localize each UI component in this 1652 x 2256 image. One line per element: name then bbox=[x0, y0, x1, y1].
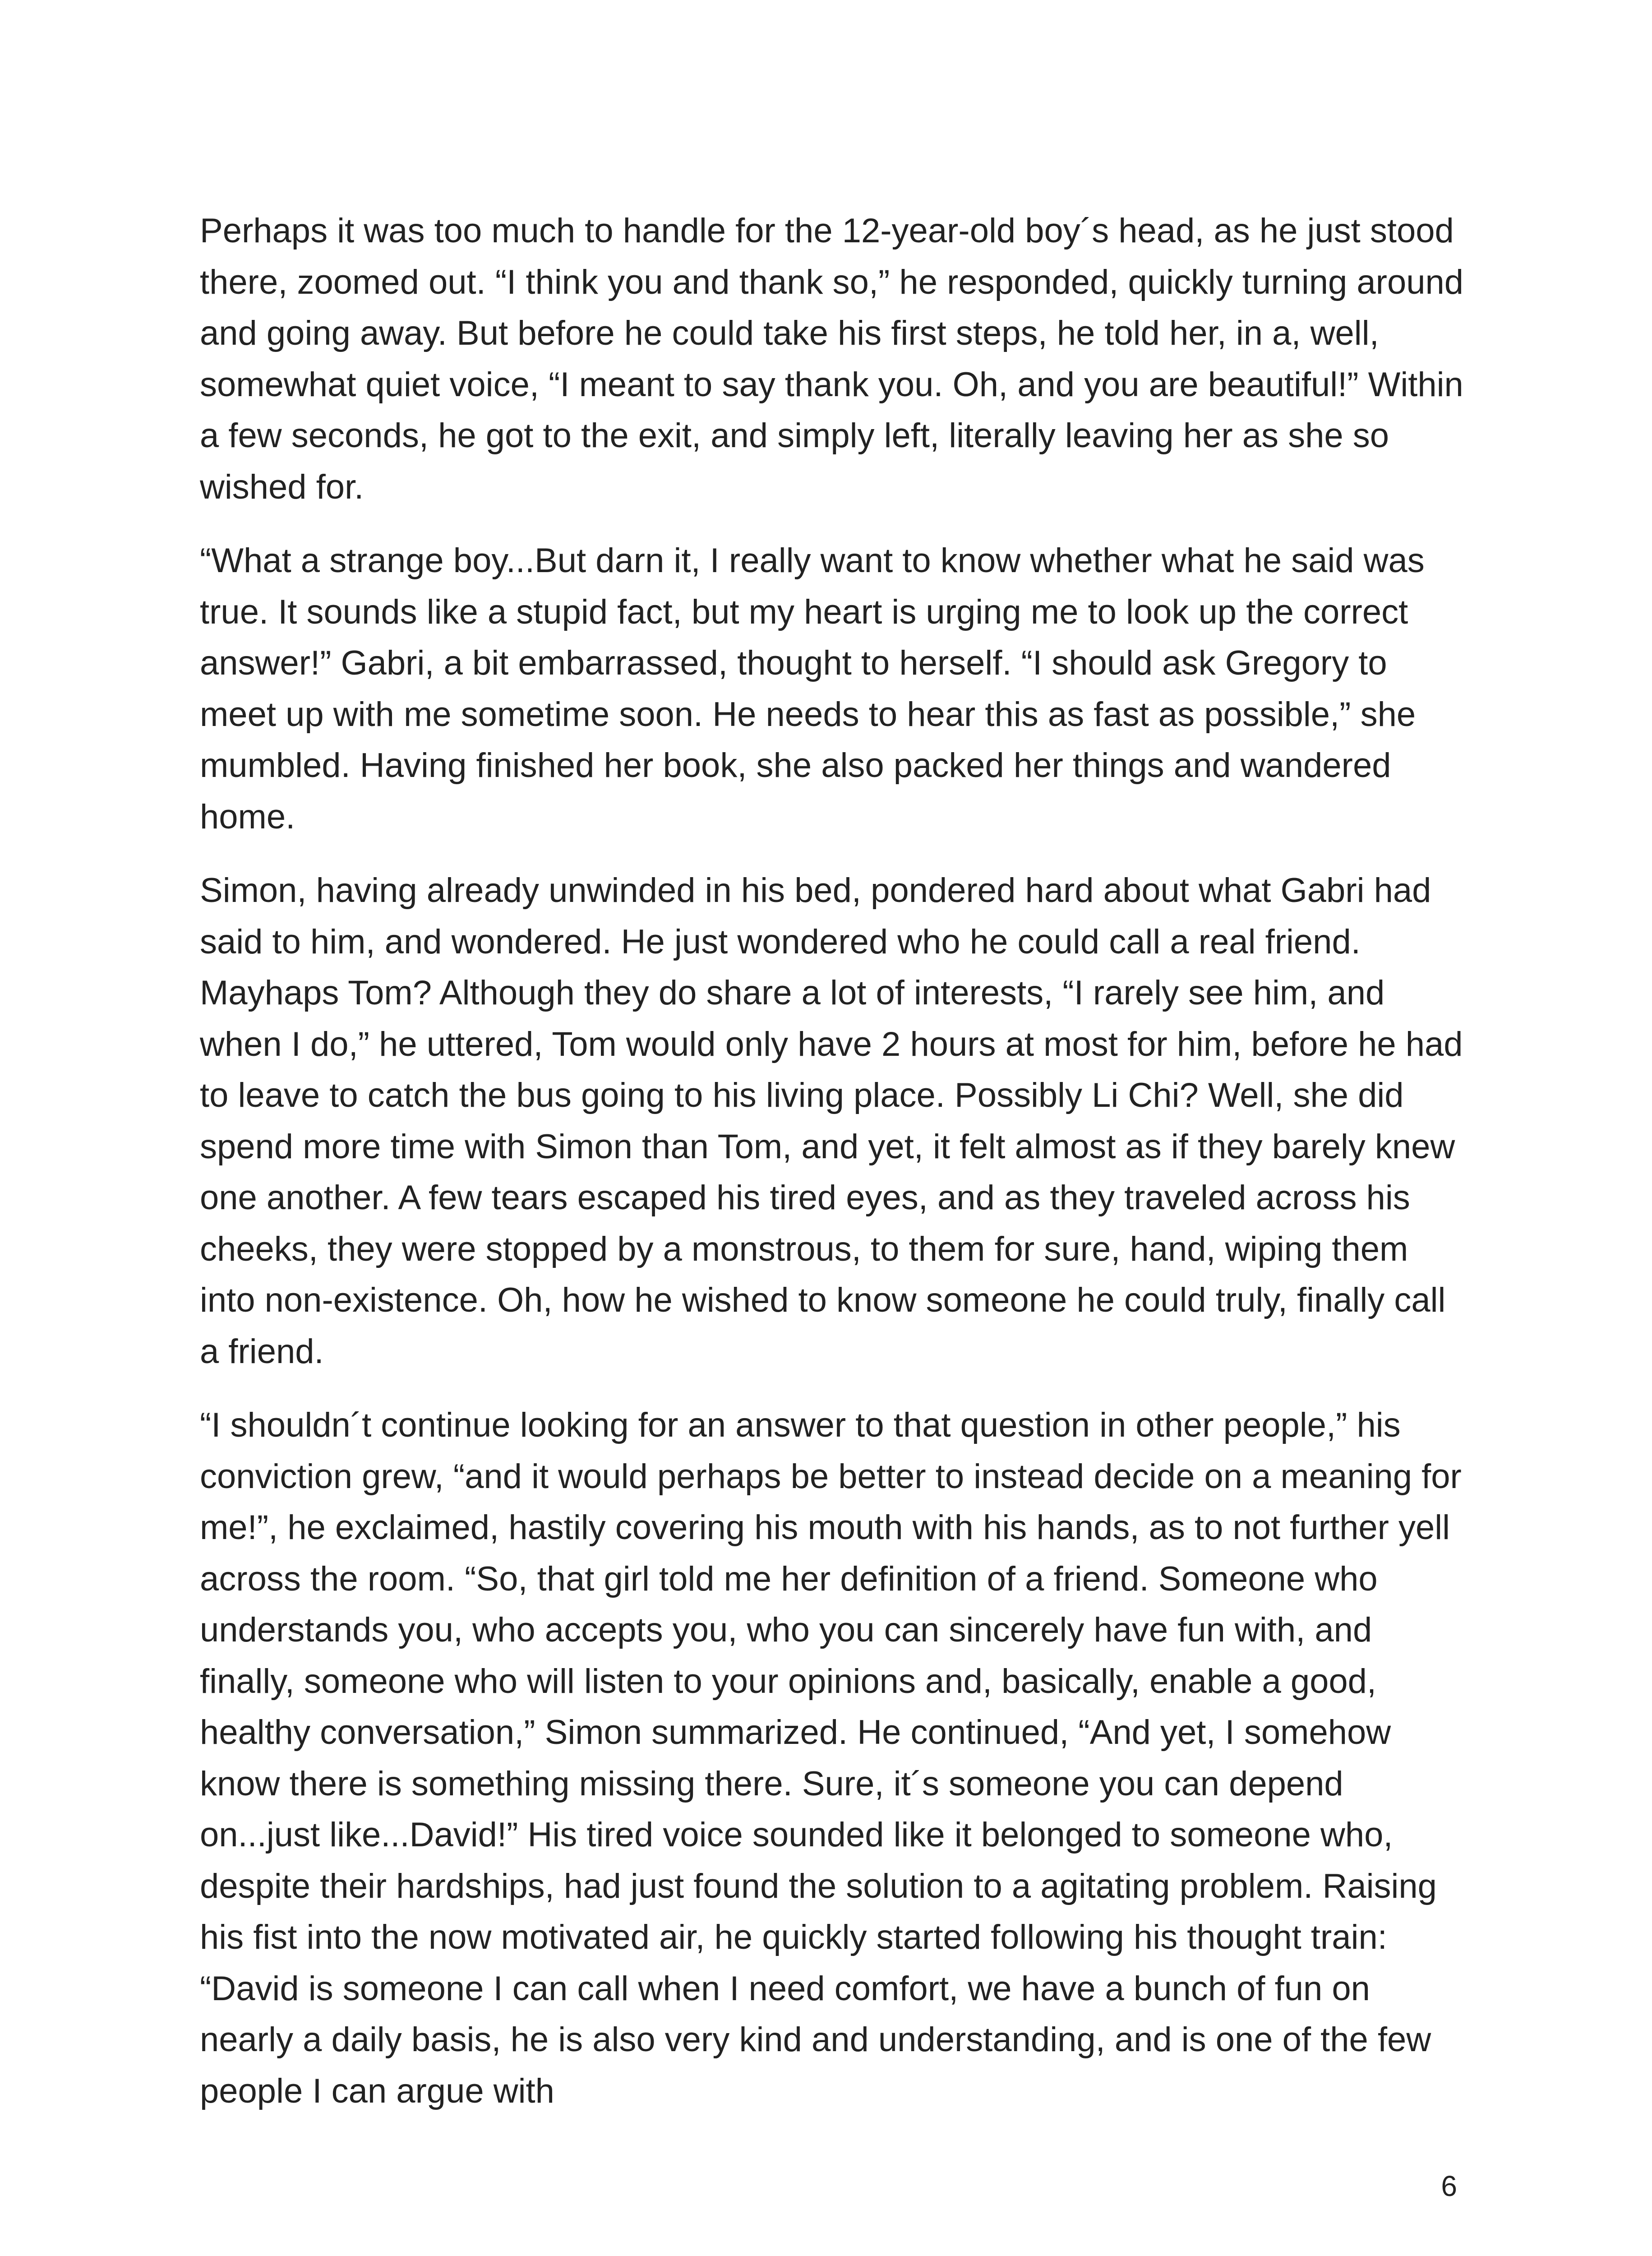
paragraph-4: “I shouldn´t continue looking for an answer to that question in other people,” his conviction grew, “and it would perhaps be better to instead decide on a meaning for me!”, he exclaimed, hastily covering his mouth with his hands, as to not further yell across the room. “So, that girl told me her definition of a friend. Someone who understands you, who accepts you, who you can sincerely have fun with, and finally, someone who will listen to your opinions and, basically, enable a good, healthy conversation,” Simon summarized. He continued, “And yet, I somehow know there is something missing there. Sure, it´s someone you can depend on...just like...David!” His tired voice sounded like it belonged to someone who, despite their hardships, had just found the solution to a agitating problem. Raising his fist into the now motivated air, he quickly started following his thought train: “David is someone I can call when I need comfort, we have a bunch of fun on nearly a daily basis, he is also very kind and understanding, and is one of the few people I can argue with bbox=[200, 1406, 1462, 2110]
paragraph-1: Perhaps it was too much to handle for the 12-year-old boy´s head, as he just stood there, zoomed out. “I think you and thank so,” he responded, quickly turning around and going away. But before he could take his first steps, he told her, in a, well, somewhat quiet voice, “I meant to say thank you. Oh, and you are beautiful!” Within a few seconds, he got to the exit, and simply left, literally leaving her as she so wished for. bbox=[200, 212, 1464, 506]
page-number: 6 bbox=[1441, 2170, 1457, 2202]
body-text bbox=[200, 205, 1472, 2139]
paragraph-2: “What a strange boy...But darn it, I really want to know whether what he said was true. It sounds like a stupid fact, but my heart is urging me to look up the correct answer!” Gabri, a bit embarrassed, thought to herself. “I should ask Gregory to meet up with me sometime soon. He needs to hear this as fast as possible,” she mumbled. Having finished her book, she also packed her things and wandered home. bbox=[200, 541, 1425, 836]
paragraph-3: Simon, having already unwinded in his bed, pondered hard about what Gabri had said to him, and wondered. He just wondered who he could call a real friend. Mayhaps Tom? Although they do share a lot of interests, “I rarely see him, and when I do,” he uttered, Tom would only have 2 hours at most for him, before he had to leave to catch the bus going to his living place. Possibly Li Chi? Well, she did spend more time with Simon than Tom, and yet, it felt almost as if they barely knew one another. A few tears escaped his tired eyes, and as they traveled across his cheeks, they were stopped by a monstrous, to them for sure, hand, wiping them into non-existence. Oh, how he wished to know someone he could truly, finally call a friend. bbox=[200, 871, 1463, 1371]
